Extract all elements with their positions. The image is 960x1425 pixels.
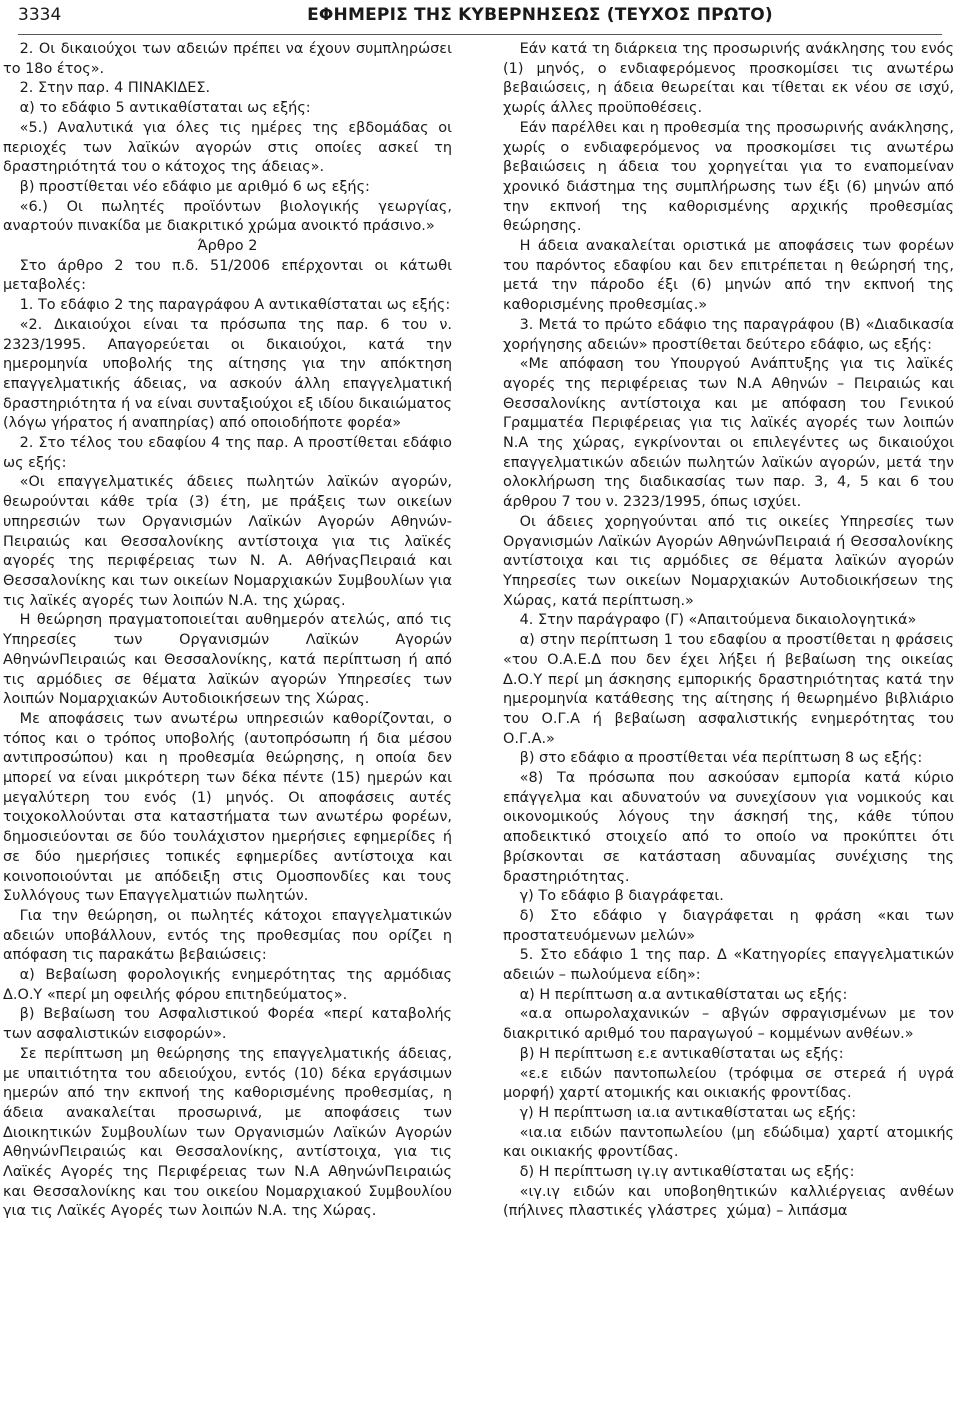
paragraph: Με αποφάσεις των ανωτέρω υπηρεσιών καθορίζονται, ο τόπος και ο τρόπος υποβολής (αυτοπρόσωπη ή δια μέσου αντιπροσώπου) και η προθεσμία θεώρησης, η οποία δεν μπορεί να είναι μικρότερη των δέκα πέντε (15) ημερών και μεγαλύτερη του ενός (1) μηνός. Οι αποφάσεις αυτές τοιχοκολλούνται στα καταστήματα των ανωτέρω φορέων, δημοσιεύονται σε δύο τουλάχιστον ημερήσιες εφημερίδες ή σε δύο ημερήσιες τοπικές εφημερίδες αντίστοιχα και κοινοποιούνται με απόδειξη στις Ομοσπονδίες και τους Συλλόγους των Επαγγελματιών πωλητών. (3, 710, 452, 905)
paragraph: Σε περίπτωση μη θεώρησης της επαγγελματικής άδειας, με υπαιτιότητα του αδειούχου, εντός (10) δέκα εργάσιμων ημερών από την εκπνοή της καθορισμένης προθεσμίας, η άδεια ανακαλείται προσωρινά, με αποφάσεις των Διοικητικών Συμβουλίων των Οργανισμών Λαϊκών Αγορών ΑθηνώνΠειραιώς και Θεσσαλονίκης, αντίστοιχα, για τις Λαϊκές Αγορές της Περιφέρειας των Ν.Α ΑθηνώνΠειραιώς και Θεσσαλονίκης και του οικείου Νομαρχιακού Συμβουλίου για τις Λαϊκές Αγορές των λοιπών Ν.Α. της Χώρας. (3, 1045, 452, 1220)
paragraph: 1. Το εδάφιο 2 της παραγράφου Α αντικαθίσταται ως εξής: (19, 297, 451, 314)
paragraph: α) το εδάφιο 5 αντικαθίσταται ως εξής: (19, 100, 311, 117)
right-column (503, 40, 954, 1222)
paragraph: Εάν κατά τη διάρκεια της προσωρινής ανάκλησης του ενός (1) μηνός, ο ενδιαφερόμενος προσκομίσει τις ανωτέρω βεβαιώσεις, η άδεια θεωρείται και τίθεται εκ νέου σε ισχύ, χωρίς άλλες προϋποθέσεις. (503, 41, 954, 117)
paragraph: «ια.ια ειδών παντοπωλείου (μη εδώδιμα) χαρτί ατομικής και οικιακής φροντίδας. (503, 1124, 954, 1161)
paragraph: 2. Οι δικαιούχοι των αδειών πρέπει να έχουν συμπληρώσει το 18ο έτος». (3, 41, 452, 77)
paragraph: β) στο εδάφιο α προστίθεται νέα περίπτωση 8 ως εξής: (519, 750, 923, 767)
page-number: 3334 (18, 5, 62, 25)
paragraph: 5. Στο εδάφιο 1 της παρ. Δ «Κατηγορίες επαγγελματικών αδειών – πωλούμενα είδη»: (503, 947, 954, 984)
paragraph: β) Η περίπτωση ε.ε αντικαθίσταται ως εξής: (519, 1045, 844, 1062)
paragraph: «α.α οπωρολαχανικών – αβγών σφραγισμένων με τον διακριτικό αριθμό του παραγωγού – κομμένων ανθέων.» (503, 1006, 954, 1043)
paragraph: 2. Στο τέλος του εδαφίου 4 της παρ. Α προστίθεται εδάφιο ως εξής: (3, 435, 452, 471)
paragraph: «6.) Οι πωλητές προϊόντων βιολογικής γεωργίας, αναρτούν πινακίδα με διακριτικό χρώμα ανοικτό πράσινο.» (3, 198, 452, 235)
header-rule (18, 34, 942, 35)
article-heading: Άρθρο 2 (197, 238, 258, 255)
paragraph: «Με απόφαση του Υπουργού Ανάπτυξης για τις λαϊκές αγορές της περιφέρειας των Ν.Α Αθηνών – Πειραιώς και Θεσσαλονίκης αντίστοιχα και με απόφαση του Γενικού Γραμματέα Περιφέρειας για τις λαϊκές αγορές των λοιπών Ν.Α της χώρας, εγκρίνονται οι επιλεγέντες ως δικαιούχοι επαγγελματικών αδειών πωλητών λαϊκών αγορών, μετά την ολοκλήρωση της διαδικασίας των παρ. 3, 4, 5 και 6 του άρθρου 7 του ν. 2323/1995, όπως ισχύει. (503, 356, 954, 511)
paragraph: α) Βεβαίωση φορολογικής ενημερότητας της αρμόδιας Δ.Ο.Υ «περί μη οφειλής φόρου επιτηδεύματος». (3, 967, 452, 1003)
left-column (3, 40, 452, 1222)
paragraph: «5.) Αναλυτικά για όλες τις ημέρες της εβδομάδας οι περιοχές των λαϊκών αγορών στις οποίες ασκεί τη δραστηριότητά του ο κάτοχος της άδειας». (3, 119, 452, 176)
paragraph: Για την θεώρηση, οι πωλητές κάτοχοι επαγγελματικών αδειών υποβάλλουν, εντός της προθεσμίας που ορίζει η απόφαση τις παρακάτω βεβαιώσεις: (3, 907, 452, 964)
paragraph: «2. Δικαιούχοι είναι τα πρόσωπα της παρ. 6 του ν. 2323/1995. Απαγορεύεται οι δικαιούχοι, κατά την ημερομηνία υποβολής της αίτησης για την απόκτηση επαγγελματικής άδειας, να ασκούν άλλη επαγγελματική δραστηριότητα ή να είναι συνταξιούχοι εξ ιδίου δικαιώματος (λόγω γήρατος ή αναπηρίας) από οποιοδήποτε φορέα» (3, 316, 452, 432)
paragraph: β) προστίθεται νέο εδάφιο με αριθμό 6 ως εξής: (19, 178, 370, 195)
paragraph: α) στην περίπτωση 1 του εδαφίου α προστίθεται η φράσεις «του Ο.Α.Ε.Δ που δεν έχει λήξει ή βεβαίωση της οικείας Δ.Ο.Υ περί μη άσκησης εμπορικής δραστηριότητας κατά την ημερομηνία κατάθεσης της αίτησης ή θεωρημένο βιβλιάριο του Ο.Γ.Α ή βεβαίωση ασφαλιστικής ενημερότητας του Ο.Γ.Α.» (503, 632, 954, 747)
paragraph: 3. Μετά το πρώτο εδάφιο της παραγράφου (Β) «Διαδικασία χορήγησης αδειών» προστίθεται δεύτερο εδάφιο, ως εξής: (503, 316, 954, 353)
paragraph: γ) Η περίπτωση ια.ια αντικαθίσταται ως εξής: (519, 1104, 857, 1121)
paragraph: β) Βεβαίωση του Ασφαλιστικού Φορέα «περί καταβολής των ασφαλιστικών εισφορών». (3, 1006, 452, 1043)
paragraph: «ιγ.ιγ ειδών και υποβοηθητικών καλλιέργειας ανθέων (πήλινες πλαστικές γλάστρες χώμα) – λιπάσμα (503, 1183, 954, 1220)
paragraph: α) Η περίπτωση α.α αντικαθίσταται ως εξής: (519, 986, 848, 1003)
paragraph: Η άδεια ανακαλείται οριστικά με αποφάσεις των φορέων του παρόντος εδαφίου και δεν επιτρέπεται η θεώρησή της, μετά την πάροδο έξι (6) μηνών από την εκπνοή της καθορισμένης προθεσμίας.» (503, 238, 954, 314)
paragraph: Η θεώρηση πραγματοποιείται αυθημερόν ατελώς, από τις Υπηρεσίες των Οργανισμών Λαϊκών Αγορών ΑθηνώνΠειραιώς και Θεσσαλονίκης, κατά περίπτωση ή από τις αρμόδιες σε θέματα λαϊκών αγορών Υπηρεσίες των λοιπών Νομαρχιακών Αυτοδιοικήσεων της Χώρας. (3, 612, 452, 708)
paragraph: 2. Στην παρ. 4 ΠΙΝΑΚΙΔΕΣ. (19, 80, 211, 97)
paragraph: «8) Τα πρόσωπα που ασκούσαν εμπορία κατά κύριο επάγγελμα και αδυνατούν να συνεχίσουν για νομικούς και οικονομικούς λόγους την άσκησή της, κάθε τύπου αποδεικτικό στοιχείο από το οποίο να προκύπτει ότι βρίσκονται σε κατάσταση αδυναμίας συνέχισης της δραστηριότητας. (503, 770, 954, 885)
paragraph: Στο άρθρο 2 του π.δ. 51/2006 επέρχονται οι κάτωθι μεταβολές: (3, 257, 452, 294)
paragraph: «ε.ε ειδών παντοπωλείου (τρόφιμα σε στερεά ή υγρά μορφή) χαρτί ατομικής και οικιακής φροντίδας. (503, 1065, 954, 1102)
paragraph: Εάν παρέλθει και η προθεσμία της προσωρινής ανάκλησης, χωρίς ο ενδιαφερόμενος να προσκομίσει τις ανωτέρω βεβαιώσεις η άδεια του χορηγείται για το εναπομείναν χρονικό διάστημα της συμπλήρωσης των έξι (6) μηνών από την εκπνοή της καθορισμένης αρχικής προθεσμίας θεώρησης. (503, 119, 954, 235)
paragraph: «Οι επαγγελματικές άδειες πωλητών λαϊκών αγορών, θεωρούνται κάθε τρία (3) έτη, με πράξεις των οικείων υπηρεσιών των Οργανισμών Λαϊκών Αγορών Αθηνών Πειραιώς και Θεσσαλονίκης αντίστοιχα για τις λαϊκές αγορές της περιφέρειας των Ν. Α. ΑθήναςΠειραιά και Θεσσαλονίκης και των οικείων Νομαρχιακών Συμβουλίων για τις λαϊκές αγορές των λοιπών Ν.Α. της χώρας. (3, 474, 452, 609)
page-header (18, 4, 942, 26)
paragraph: Οι άδειες χορηγούνται από τις οικείες Υπηρεσίες των Οργανισμών Λαϊκών Αγορών ΑθηνώνΠειραιά ή Θεσσαλονίκης αντίστοιχα και τις αρμόδιες σε θέματα λαϊκών αγορών Υπηρεσίες των οικείων Νομαρχιακών Αυτοδιοικήσεων της Χώρας, κατά περίπτωση.» (503, 513, 954, 609)
paragraph: 4. Στην παράγραφο (Γ) «Απαιτούμενα δικαιολογητικά» (519, 612, 917, 629)
paragraph: δ) Στο εδάφιο γ διαγράφεται η φράση «και των προστατευόμενων μελών» (503, 907, 954, 944)
paragraph: δ) Η περίπτωση ιγ.ιγ αντικαθίσταται ως εξής: (519, 1164, 855, 1181)
publication-title: ΕΦΗΜΕΡΙΣ ΤΗΣ ΚΥΒΕΡΝΗΣΕΩΣ (ΤΕΥΧΟΣ ΠΡΩΤΟ) (307, 5, 773, 25)
paragraph: γ) Το εδάφιο β διαγράφεται. (519, 888, 724, 905)
